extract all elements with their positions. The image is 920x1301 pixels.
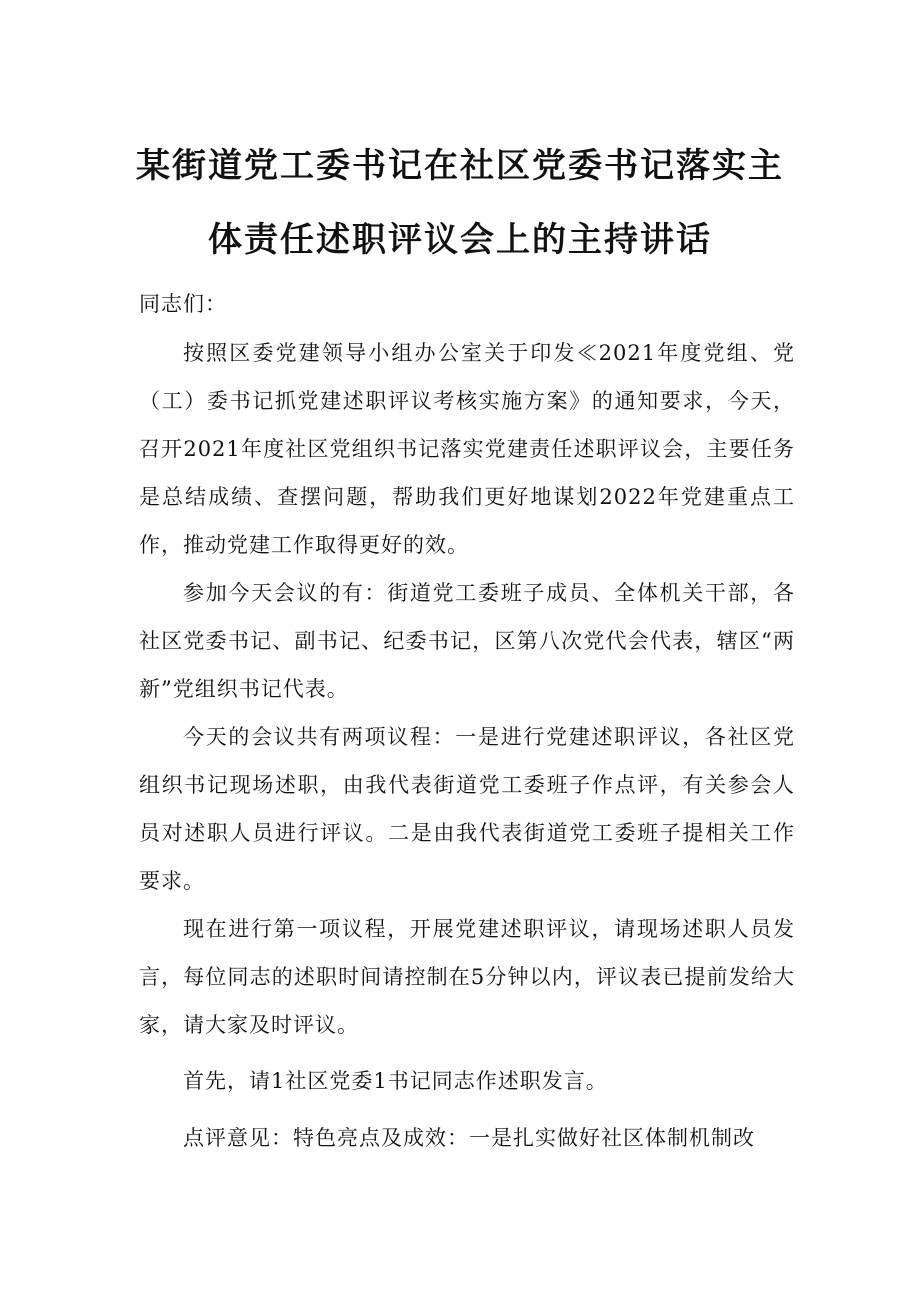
paragraph: 首先，请1社区党委1书记同志作述职发言。	[183, 1069, 608, 1093]
paragraph: 按照区委党建领导小组办公室关于印发≪2021年度党组、党（工）委书记抓党建述职评议考核实施方案》的通知要求，今天，召开2021年度社区党组织书记落实党建责任述职评议会，主要任务是总结成绩、查摆问题，帮助我们更好地谋划2022年党建重点工作，推动党建工作取得更好的效。	[139, 341, 795, 557]
document-title-line-1: 某街道党工委书记在社区党委书记落实主	[136, 146, 784, 186]
paragraph: 现在进行第一项议程，开展党建述职评议，请现场述职人员发言，每位同志的述职时间请控制在5分钟以内，评议表已提前发给大家，请大家及时评议。	[139, 917, 795, 1037]
document-title-line-2: 体责任述职评议会上的主持讲话	[208, 220, 712, 260]
salutation: 同志们：	[139, 292, 227, 316]
paragraph: 参加今天会议的有：街道党工委班子成员、全体机关干部，各社区党委书记、副书记、纪委书记，区第八次党代会代表，辖区“两新”党组织书记代表。	[139, 581, 795, 701]
paragraph: 点评意见：特色亮点及成效：一是扎实做好社区体制机制改	[183, 1126, 755, 1150]
paragraph: 今天的会议共有两项议程：一是进行党建述职评议，各社区党组织书记现场述职，由我代表街道党工委班子作点评，有关参会人员对述职人员进行评议。二是由我代表街道党工委班子提相关工作要求。	[139, 725, 795, 893]
